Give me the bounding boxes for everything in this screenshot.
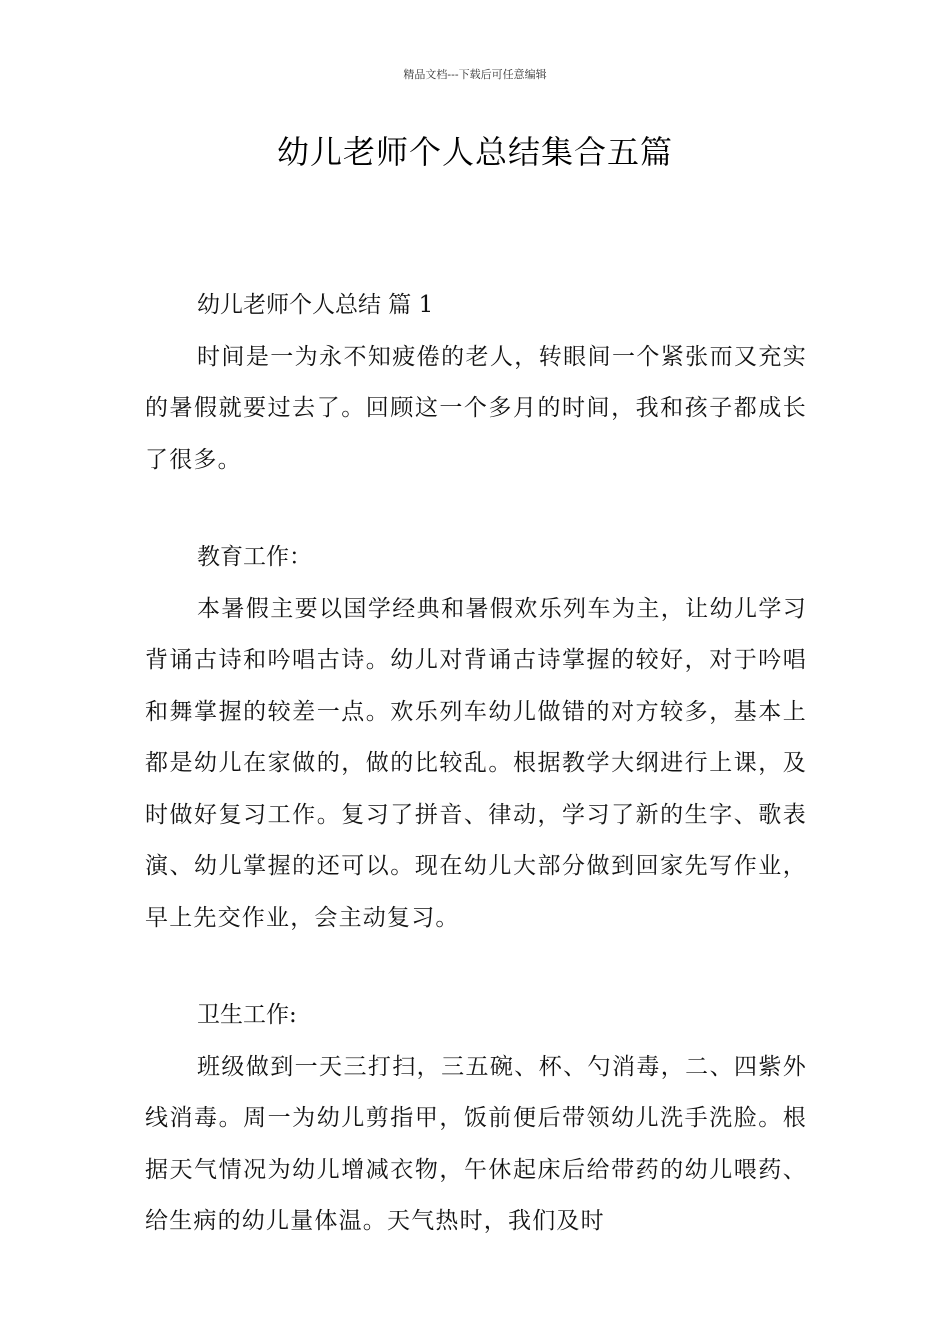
hygiene-heading: 卫生工作: [197,1002,297,1028]
hygiene-paragraph: 班级做到一天三打扫，三五碗、杯、勺消毒，二、四紫外线消毒。周一为幼儿剪指甲，饭前便后带领幼儿洗手洗脸。根据天气情况为幼儿增减衣物，午休起床后给带药的幼儿喂药、给生病的幼儿量体温。天气热时，我们及时 [145,1053,807,1234]
section-spacer [145,944,807,990]
article-heading: 幼儿老师个人总结 篇 1 [197,292,434,318]
education-heading: 教育工作： [197,544,312,570]
education-paragraph: 本暑假主要以国学经典和暑假欢乐列车为主，让幼儿学习背诵古诗和吟唱古诗。幼儿对背诵古诗掌握的较好，对于吟唱和舞掌握的较差一点。欢乐列车幼儿做错的对方较多，基本上都是幼儿在家做的，做的比较乱。根据教学大纲进行上课，及时做好复习工作。复习了拼音、律动，学习了新的生字、歌表演、幼儿掌握的还可以。现在幼儿大部分做到回家先写作业，早上先交作业，会主动复习。 [145,595,807,931]
header-note: 精品文档---下载后可任意编辑 [403,68,547,81]
document-body [145,280,807,1248]
intro-paragraph: 时间是一为永不知疲倦的老人，转眼间一个紧张而又充实的暑假就要过去了。回顾这一个多月的时间，我和孩子都成长了很多。 [145,343,807,473]
document-title: 幼儿老师个人总结集合五篇 [276,133,673,171]
section-spacer [145,486,807,532]
